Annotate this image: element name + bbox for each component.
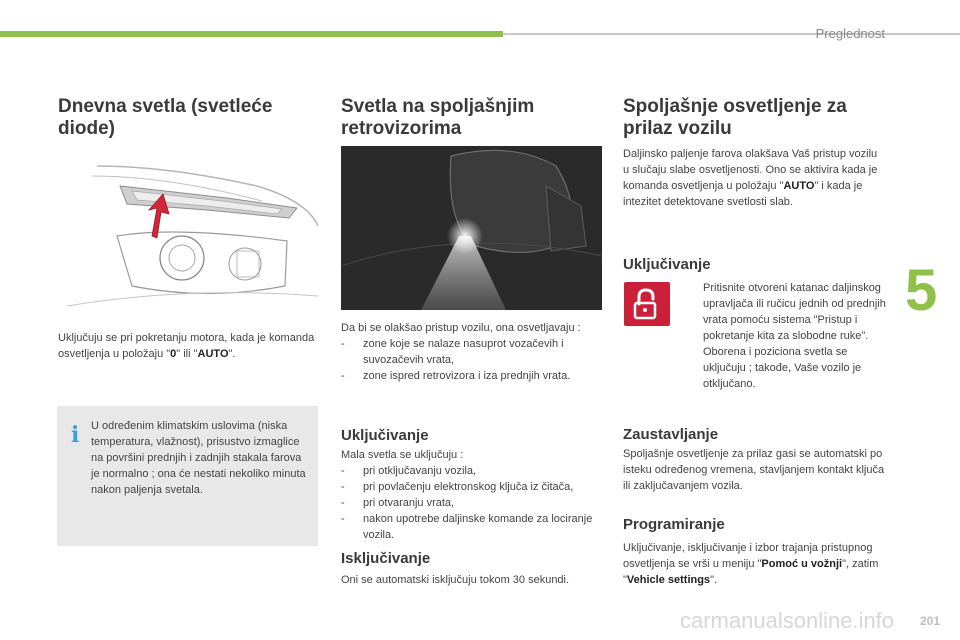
approach-on-step: Pritisnite otvoreni katanac daljinskog upravljača ili ručicu jednih od prednjih vrata pomoću sistema "Pristup i pokretanje kita za slobodne ruke". <box>703 282 886 342</box>
mirror-light-photo <box>341 146 602 310</box>
header-rule <box>503 33 960 35</box>
list-item: - pri otključavanju vozila, <box>341 463 603 479</box>
headlamp-illustration <box>57 146 318 318</box>
mirror-zone-list <box>341 336 603 384</box>
list-item: - pri otvaranju vrata, <box>341 495 603 511</box>
list-item: - zone ispred retrovizora i iza prednjih vrata. <box>341 368 603 384</box>
heading-approach-programming: Programiranje <box>623 516 725 533</box>
list-item: - pri povlačenju elektronskog ključa iz čitača, <box>341 479 603 495</box>
list-item: - nakon upotrebe daljinske komande za lociranje vozila. <box>341 511 603 543</box>
approach-on-instructions <box>683 280 888 392</box>
info-note-text: U određenim klimatskim uslovima (niska temperatura, vlažnost), prisustvo izmaglice na površini prednjih i zadnjih stakala farova je normalno ; ona će nestati nekoliko minuta nakon paljenja svetala. <box>91 420 306 496</box>
open-padlock-icon <box>624 282 670 326</box>
list-item: - zone koje se nalaze nasuprot vozačevih i suvozačevih vrata, <box>341 336 603 368</box>
headlamp-drawing <box>57 146 318 318</box>
column-approach-lighting <box>623 96 885 140</box>
mirror-on-block <box>341 447 603 543</box>
heading-approach-lighting: Spoljašnje osvetljenje za prilaz vozilu <box>623 96 847 139</box>
mirror-off-text: Oni se automatski isključuju tokom 30 sekundi. <box>341 574 570 586</box>
daytime-lights-text: Uključuju se pri pokretanju motora, kada je komanda osvetljenja u položaju "0" ili "AUTO". <box>58 332 315 360</box>
chapter-number: 5 <box>905 258 938 323</box>
approach-on-result: Oborena i poziciona svetla se uključuju ; takođe, Vaše vozilo je otključano. <box>703 346 862 390</box>
header-accent-bar <box>0 31 503 37</box>
heading-mirror-off: Isključivanje <box>341 550 431 567</box>
mirror-on-intro: Mala svetla se uključuju : <box>341 449 464 461</box>
heading-approach-stop: Zaustavljanje <box>623 426 719 443</box>
approach-programming-text: Uključivanje, isključivanje i izbor trajanja pristupnog osvetljenja se vrši u meniju "Pomoć u vožnji", zatim "Vehicle settings". <box>623 542 879 586</box>
unlock-icon <box>624 282 670 326</box>
approach-stop-text: Spoljašnje osvetljenje za prilaz gasi se automatski po isteku određenog vremena, stavljanjem kontakt ključa ili zaključavanjem vozila. <box>623 448 885 492</box>
page-number: 201 <box>919 614 940 628</box>
section-title: Preglednost <box>815 26 885 41</box>
heading-daytime-lights: Dnevna svetla (svetleće diode) <box>58 96 273 139</box>
info-note-box <box>57 406 318 546</box>
info-icon: i <box>71 422 80 448</box>
column-daytime-lights <box>58 96 318 140</box>
watermark: carmanualsonline.info <box>680 608 895 633</box>
mirror-intro-text: Da bi se olakšao pristup vozilu, ona osvetljavaju : <box>341 322 581 334</box>
approach-intro-text: Daljinsko paljenje farova olakšava Vaš pristup vozilu u slučaju slabe osvetljenosti. Ono se aktivira kada je komanda osvetljenja u položaju "AUTO" i kada je intezitet detektovane svetlosti slab. <box>623 148 878 208</box>
heading-approach-on: Uključivanje <box>623 256 711 273</box>
mirror-light-drawing <box>341 146 602 310</box>
heading-mirror-lights: Svetla na spoljašnjim retrovizorima <box>341 96 535 139</box>
mirror-intro-block <box>341 320 603 384</box>
column-mirror-lights <box>341 96 603 140</box>
heading-mirror-on: Uključivanje <box>341 427 429 444</box>
mirror-on-list <box>341 463 603 543</box>
